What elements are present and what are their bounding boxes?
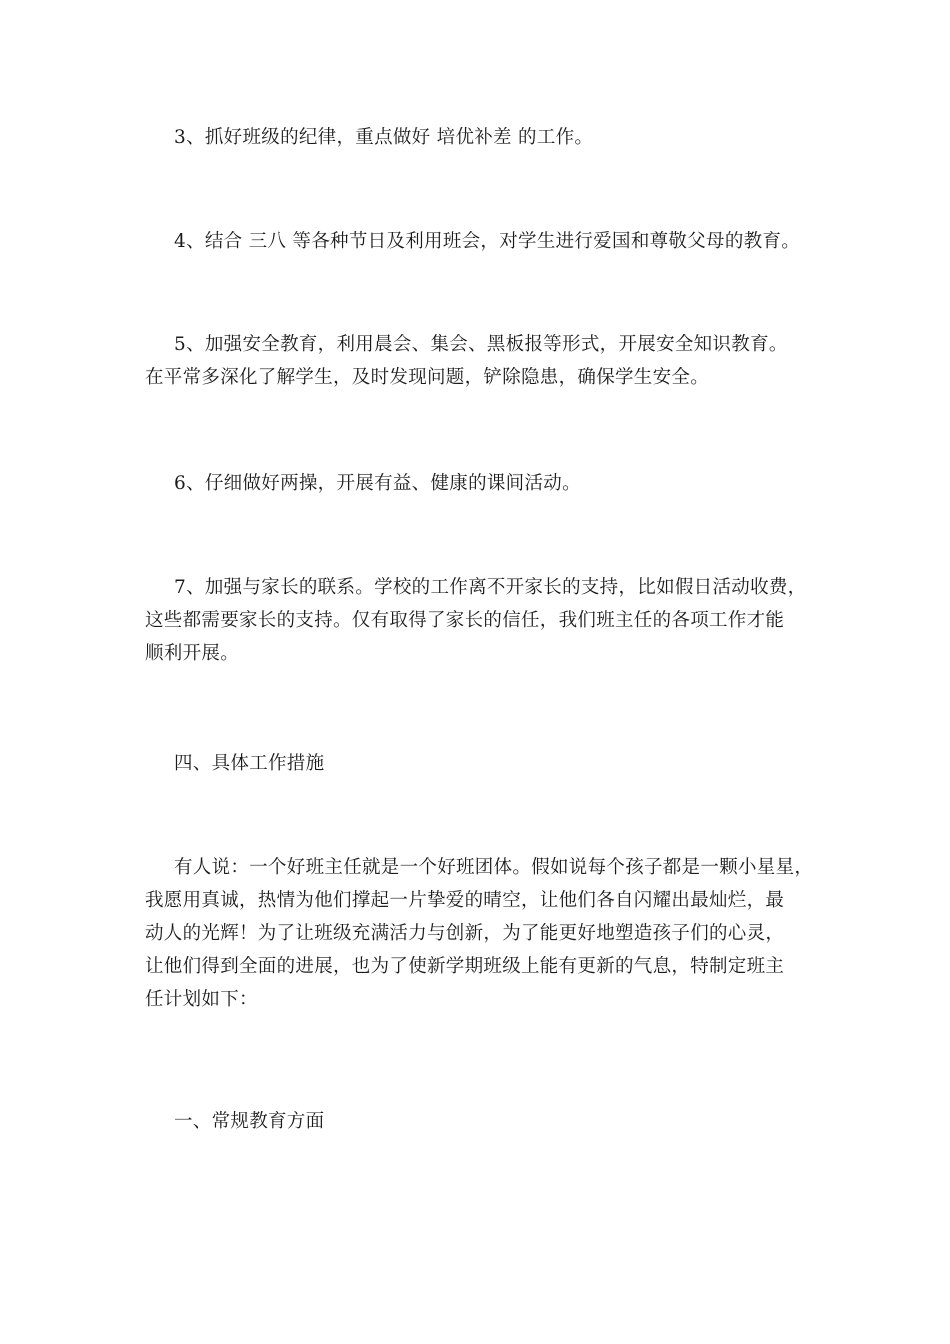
paragraph-line: 让他们得到全面的进展，也为了使新学期班级上能有更新的气息，特制定班主: [145, 956, 785, 977]
paragraph-line: 4、结合 三八 等各种节日及利用班会，对学生进行爱国和尊敬父母的教育。: [174, 231, 801, 252]
section-heading-one: [145, 1105, 825, 1138]
heading-text: 一、常规教育方面: [174, 1111, 325, 1132]
paragraph-line: 7、加强与家长的联系。学校的工作离不开家长的支持，比如假日活动收费，: [174, 577, 807, 598]
paragraph-line: 3、抓好班级的纪律，重点做好 培优补差 的工作。: [174, 127, 594, 148]
paragraph-item-6: [145, 467, 825, 500]
paragraph-line: 这些都需要家长的支持。仅有取得了家长的信任，我们班主任的各项工作才能: [145, 610, 785, 631]
paragraph-line: 我愿用真诚，热情为他们撑起一片挚爱的晴空，让他们各自闪耀出最灿烂，最: [145, 890, 785, 911]
paragraph-item-4: [145, 225, 825, 258]
paragraph-line: 动人的光辉！为了让班级充满活力与创新，为了能更好地塑造孩子们的心灵，: [145, 923, 785, 944]
paragraph-line: 任计划如下：: [145, 989, 258, 1010]
paragraph-item-3: [145, 121, 825, 154]
paragraph-line: 有人说：一个好班主任就是一个好班团体。假如说每个孩子都是一颗小星星，: [174, 857, 814, 878]
paragraph-line: 顺利开展。: [145, 643, 240, 664]
paragraph-line: 6、仔细做好两操，开展有益、健康的课间活动。: [174, 473, 581, 494]
paragraph-item-5: [145, 328, 825, 394]
section-heading-four: [145, 747, 825, 780]
paragraph-intro: [145, 851, 825, 1016]
heading-text: 四、具体工作措施: [174, 753, 325, 774]
paragraph-line: 5、加强安全教育，利用晨会、集会、黑板报等形式，开展安全知识教育。: [174, 334, 788, 355]
paragraph-item-7: [145, 571, 825, 670]
paragraph-line: 在平常多深化了解学生，及时发现问题，铲除隐患，确保学生安全。: [145, 367, 710, 388]
